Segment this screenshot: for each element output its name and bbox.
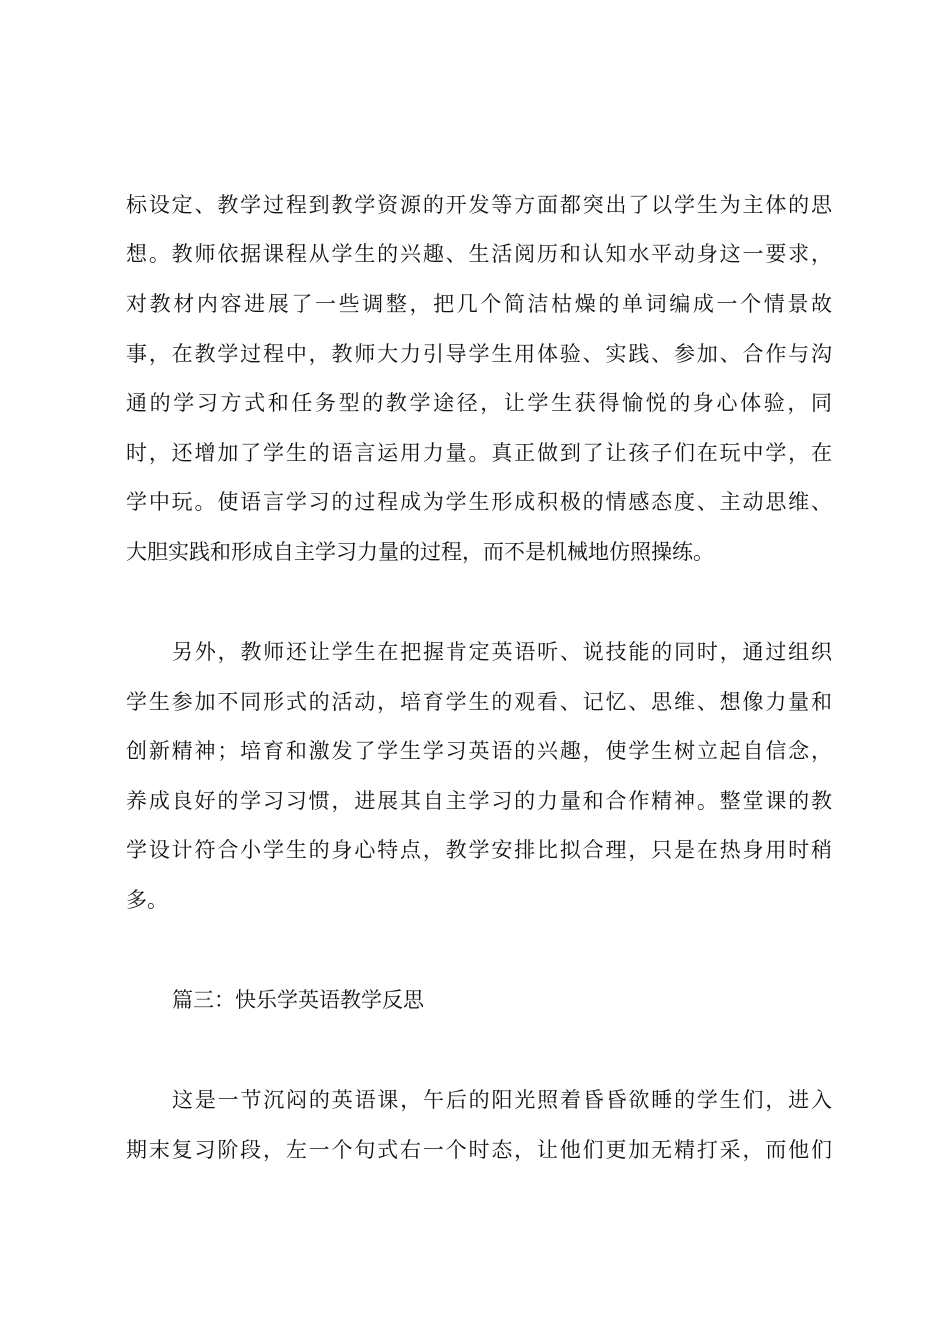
paragraph-line: 创新精神；培育和激发了学生学习英语的兴趣，使学生树立起自信念，: [126, 739, 832, 763]
paragraph-line: 这是一节沉闷的英语课，午后的阳光照着昏昏欲睡的学生们，进入: [172, 1088, 832, 1112]
paragraph-line: 大胆实践和形成自主学习力量的过程，而不是机械地仿照操练。: [126, 540, 714, 564]
paragraph-line: 对教材内容进展了一些调整，把几个简洁枯燥的单词编成一个情景故: [126, 292, 832, 316]
paragraph-line: 学设计符合小学生的身心特点，教学安排比拟合理，只是在热身用时稍: [126, 838, 832, 862]
paragraph-line: 事，在教学过程中，教师大力引导学生用体验、实践、参加、合作与沟: [126, 342, 832, 366]
paragraph-line: 时，还增加了学生的语言运用力量。真正做到了让孩子们在玩中学，在: [126, 441, 832, 465]
paragraph-line: 养成良好的学习习惯，进展其自主学习的力量和合作精神。整堂课的教: [126, 789, 832, 813]
paragraph-line: 想。教师依据课程从学生的兴趣、生活阅历和认知水平动身这一要求，: [126, 242, 832, 266]
paragraph-line: 标设定、教学过程到教学资源的开发等方面都突出了以学生为主体的思: [126, 193, 832, 217]
paragraph-line: 多。: [126, 888, 168, 912]
section-heading-text: 篇三：快乐学英语教学反思: [172, 988, 424, 1012]
paragraph-line: 学生参加不同形式的活动，培育学生的观看、记忆、思维、想像力量和: [126, 690, 832, 714]
paragraph-line: 通的学习方式和任务型的教学途径，让学生获得愉悦的身心体验，同: [126, 391, 832, 415]
paragraph-line: 学中玩。使语言学习的过程成为学生形成积极的情感态度、主动思维、: [126, 490, 832, 514]
paragraph-line: 期末复习阶段，左一个句式右一个时态，让他们更加无精打采，而他们: [126, 1138, 832, 1162]
paragraph-line: 另外，教师还让学生在把握肯定英语听、说技能的同时，通过组织: [172, 640, 832, 664]
